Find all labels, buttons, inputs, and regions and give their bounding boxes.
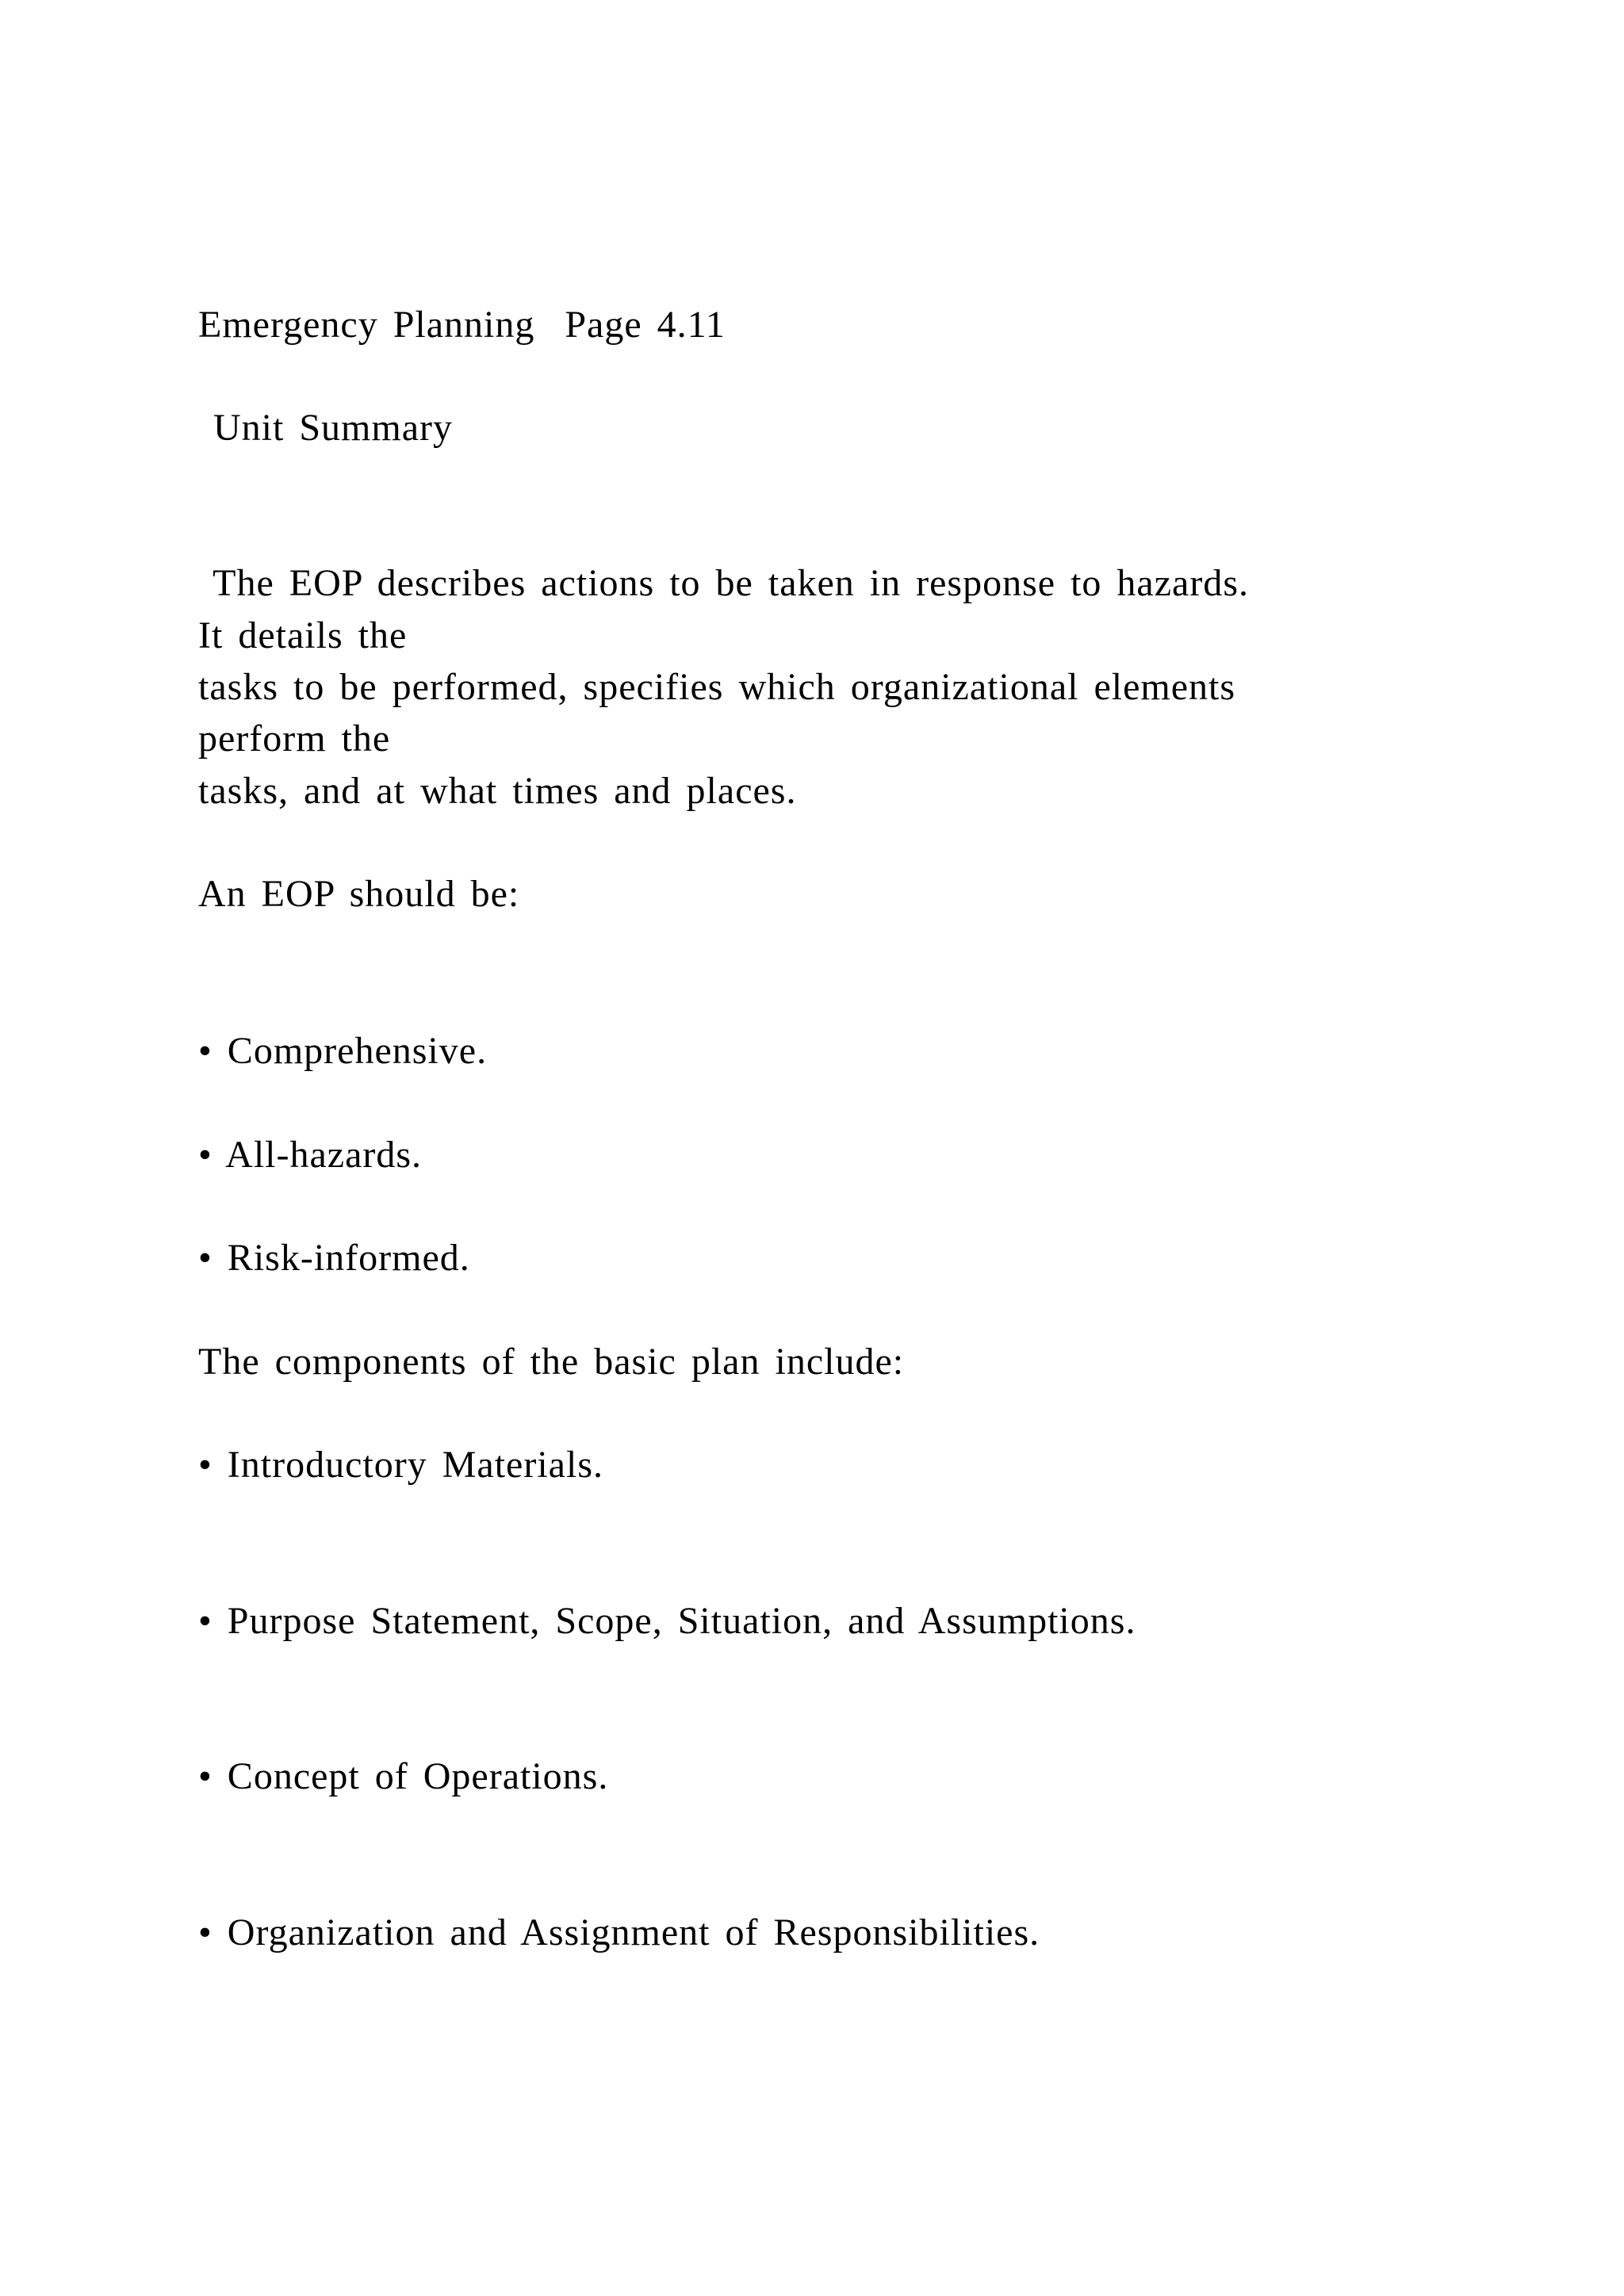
intro-line: perform the (198, 718, 391, 760)
list-item: • Risk-informed. (198, 1237, 470, 1279)
unit-title: Unit Summary (198, 407, 453, 449)
list-item: • Introductory Materials. (198, 1444, 603, 1486)
intro-line: It details the (198, 614, 408, 656)
page-header (198, 306, 726, 344)
intro-line: The EOP describes actions to be taken in response to hazards. (198, 562, 1249, 604)
page-number: Page 4.11 (565, 304, 726, 346)
list-item: • Comprehensive. (198, 1030, 488, 1072)
list-item: • Purpose Statement, Scope, Situation, and Assumptions. (198, 1600, 1136, 1642)
components-heading: The components of the basic plan include: (198, 1341, 905, 1383)
intro-line: tasks, and at what times and places. (198, 770, 797, 812)
document-title: Emergency Planning (198, 304, 535, 346)
list-item: • Organization and Assignment of Responsibilities. (198, 1911, 1040, 1954)
eop-heading: An EOP should be: (198, 873, 520, 915)
list-item: • Concept of Operations. (198, 1755, 609, 1797)
list-item: • All-hazards. (198, 1134, 423, 1176)
intro-line: tasks to be performed, specifies which organizational elements (198, 666, 1236, 708)
